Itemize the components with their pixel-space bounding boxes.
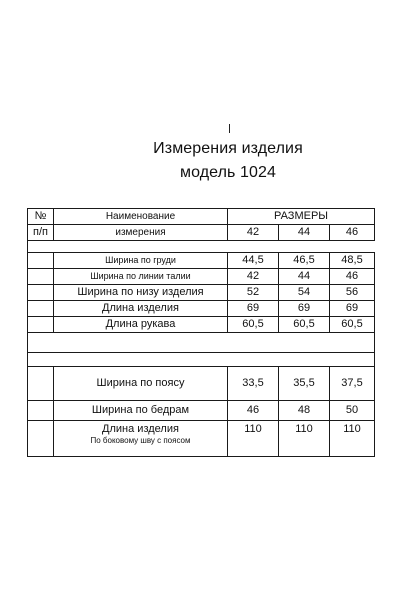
measurement-value: 44,5 (228, 253, 279, 269)
measurement-value: 69 (279, 301, 330, 317)
table-row (28, 253, 375, 269)
measurement-value: 110 (330, 421, 375, 457)
table-row (28, 269, 375, 285)
measurement-value: 42 (228, 269, 279, 285)
measurement-name-block (54, 421, 228, 457)
header-num-2: п/п (28, 225, 54, 241)
measurement-value: 33,5 (228, 367, 279, 401)
measurement-value: 52 (228, 285, 279, 301)
size-col-header: 44 (279, 225, 330, 241)
size-col-header: 42 (228, 225, 279, 241)
header-name: Наименование (54, 209, 228, 225)
spacer-row (28, 333, 375, 353)
measurement-value: 46,5 (279, 253, 330, 269)
measurement-value: 69 (330, 301, 375, 317)
measurement-name: Ширина по груди (54, 253, 228, 269)
measurements-table (27, 208, 375, 457)
measurement-value: 60,5 (228, 317, 279, 333)
header-name-2: измерения (54, 225, 228, 241)
cursor-mark (229, 124, 230, 133)
measurement-name: Ширина по бедрам (54, 401, 228, 421)
measurement-name: Длина рукава (54, 317, 228, 333)
table-row (28, 285, 375, 301)
model-subtitle: модель 1024 (179, 164, 277, 181)
measurement-value: 60,5 (279, 317, 330, 333)
size-col-header: 46 (330, 225, 375, 241)
measurement-name: Длина изделия (54, 301, 228, 317)
measurement-value: 46 (330, 269, 375, 285)
measurement-value: 69 (228, 301, 279, 317)
table-row (28, 301, 375, 317)
table-row (28, 421, 375, 457)
document-title: Измерения изделия (153, 140, 303, 157)
measurement-value: 110 (228, 421, 279, 457)
header-sizes-label: РАЗМЕРЫ (228, 209, 375, 225)
measurement-name: Длина изделия (102, 423, 179, 435)
measurement-value: 54 (279, 285, 330, 301)
measurement-value: 50 (330, 401, 375, 421)
measurement-name: Ширина по низу изделия (54, 285, 228, 301)
measurement-value: 110 (279, 421, 330, 457)
header-row-2 (28, 225, 375, 241)
header-num: № (28, 209, 54, 225)
spacer-row (28, 241, 375, 253)
header-row-1 (28, 209, 375, 225)
measurement-value: 48,5 (330, 253, 375, 269)
measurement-value: 35,5 (279, 367, 330, 401)
measurement-value: 46 (228, 401, 279, 421)
measurement-value: 60,5 (330, 317, 375, 333)
spacer-row (28, 353, 375, 367)
table-row (28, 401, 375, 421)
measurement-value: 37,5 (330, 367, 375, 401)
table-row (28, 367, 375, 401)
measurement-value: 56 (330, 285, 375, 301)
measurement-value: 44 (279, 269, 330, 285)
measurement-value: 48 (279, 401, 330, 421)
table-row (28, 317, 375, 333)
measurement-name: Ширина по линии талии (54, 269, 228, 285)
measurement-name: Ширина по поясу (54, 367, 228, 401)
measurement-note: По боковому шву с поясом (90, 436, 191, 445)
